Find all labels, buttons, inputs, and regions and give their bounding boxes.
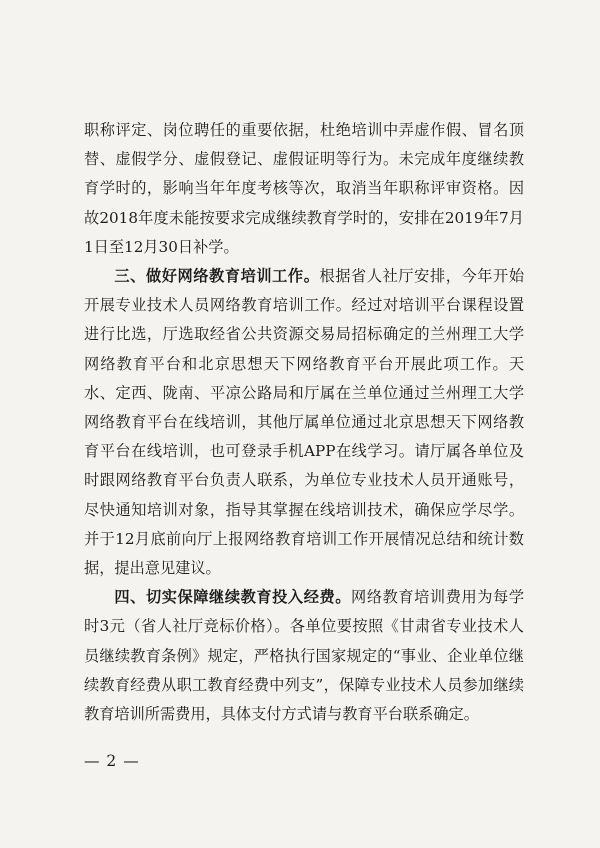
paragraph-continuation — [84, 116, 524, 262]
section-heading: 四、切实保障继续教育投入经费。 — [114, 588, 352, 607]
paragraph-text: 根据省人社厅安排，今年开始开展专业技术人员网络教育培训工作。经过对培训平台课程设置进行比选，厅选取经省公共资源交易局招标确定的兰州理工大学网络教育平台和北京思想天下网络教育平台开展此项工作。天水、定西、陇南、平凉公路局和厅属在兰单位通过兰州理工大学网络教育平台在线培训，其他厅属单位通过北京思想天下网络教育平台在线培训，也可登录手机APP在线学习。请厅属各单位及时跟网络教育平台负责人联系，为单位专业技术人员开通账号，尽快通知培训对象，指导其掌握在线培训技术，确保应学尽学。并于12月底前向厅上报网络教育培训工作开展情况总结和统计数据，提出意见建议。 — [84, 267, 525, 578]
paragraph-section-three — [84, 262, 524, 583]
paragraph-text: 职称评定、岗位聘任的重要依据，杜绝培训中弄虚作假、冒名顶替、虚假学分、虚假登记、虚假证明等行为。未完成年度继续教育学时的，影响当年年度考核等次，取消当年职称评审资格。因故2018年度未能按要求完成继续教育学时的，安排在2019年7月1日至12月30日补学。 — [84, 121, 524, 256]
page-number: — 2 — — [84, 752, 140, 770]
body-text — [84, 116, 524, 729]
paragraph-text: 网络教育培训费用为每学时3元（省人社厅竞标价格）。各单位要按照《甘肃省专业技术人员继续教育条例》规定，严格执行国家规定的“事业、企业单位继续教育经费从职工教育经费中列支”，保障专业技术人员参加继续教育培训所需费用，具体支付方式请与教育平台联系确定。 — [84, 588, 525, 724]
section-heading: 三、做好网络教育培训工作。 — [114, 267, 320, 286]
paragraph-section-four — [84, 583, 524, 729]
